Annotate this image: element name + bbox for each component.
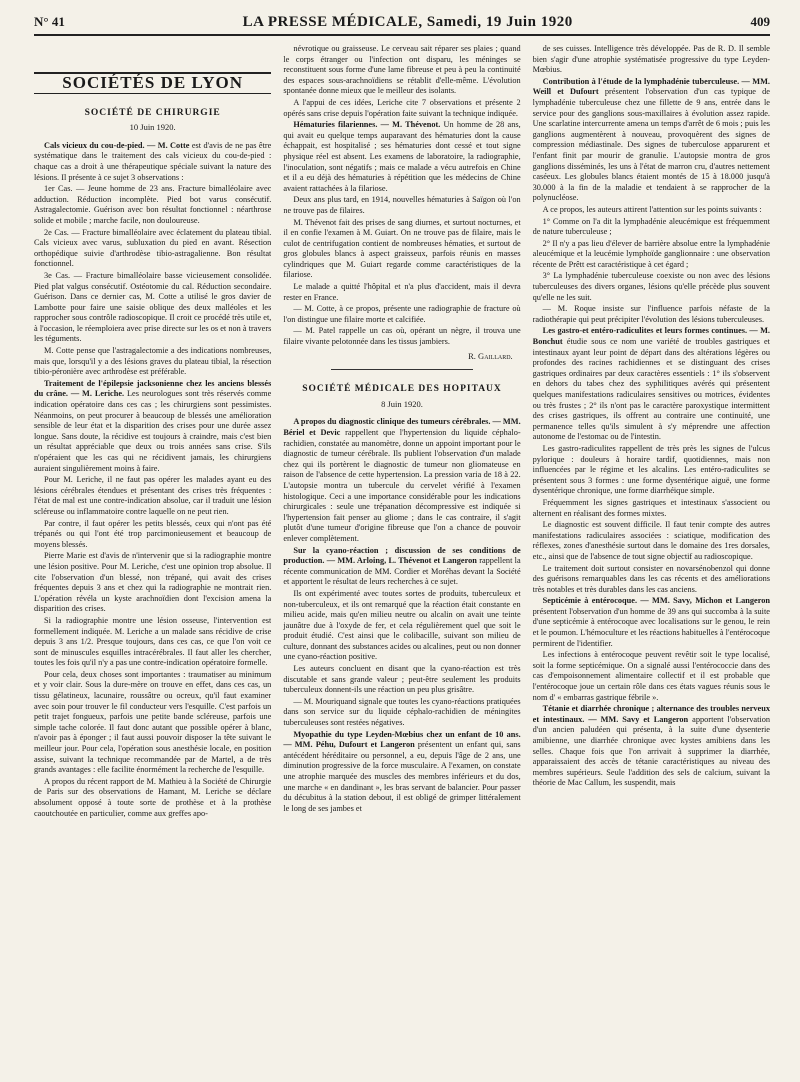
page-header bbox=[34, 14, 770, 36]
article-paragraph: Pour M. Leriche, il ne faut pas opérer les malades ayant eu des lésions cérébrales étendues et présentant des crises très fréquentes : l'état de mal est une contre-indication absolue, car il traduit une lésion scléreuse ou inflammatoire contre laquelle on ne peut rien. bbox=[34, 475, 272, 516]
article-paragraph: Tétanie et diarrhée chronique ; alternance des troubles nerveux et intestinaux. — MM. Savy et Langeron apportent l'observation d'un ancien paludéen qui présenta, à la suite d'une dysenterie amibienne, une diarrhée chronique avec kystes amibiens dans les selles. Chaque fois que l'on arrivait à supprimer la diarrhée, apparaissaient des accès de tétanie caractéristiques au niveau des membres supérieurs. Seule l'addition des sels de calcium, suivant la théorie de Mac Callum, les suspendit, mais bbox=[532, 704, 770, 788]
article-paragraph: Les gastro-et entéro-radiculites et leurs formes continues. — M. Bonchut étudie sous ce nom une variété de troubles gastriques et intestinaux ayant leur point de départ dans des altérations légères ou profondes des racines rachidiennes et se distinguant des crises gastriques ordinaires par deux caractères essentiels : 1° ils s'observent en dehors du tabes chez des syphilitiques avérés qui présentent quelques manifestations radiculaires sensitives ou motrices, évidentes ou très frustes ; 2° ils n'ont pas le caractère paroxystique intermittent des crises gastriques, ils offrent au contraire une continuité, une permanence telles qu'ils simulent à s'y méprendre une affection autonome de l'estomac ou de l'intestin. bbox=[532, 326, 770, 442]
article-paragraph: — M. Mouriquand signale que toutes les cyano-réactions pratiquées dans son service sur du liquide céphalo-rachidien de méningites tuberculeuses sont restées négatives. bbox=[283, 696, 521, 728]
text-columns bbox=[34, 44, 770, 1082]
article-paragraph: 2° Il n'y a pas lieu d'élever de barrière absolue entre la lymphadénie aleucémique et la leucémie lymphoïde ganglionnaire : une observation récente de Prêtt est caractéristique à cet égard ; bbox=[532, 238, 770, 269]
article-paragraph: Le malade a quitté l'hôpital et n'a plus d'accident, mais il devra rester en France. bbox=[283, 282, 521, 302]
article-paragraph: 1° Comme on l'a dit la lymphadénie aleucémique est fréquemment de nature tuberculeuse ; bbox=[532, 216, 770, 237]
article-paragraph: de ses cuisses. Intelligence très développée. Pas de R. D. Il semble bien s'agir d'une atrophie systématisée progressive du type Leyden-Mœbius. bbox=[532, 44, 770, 75]
article-paragraph: Les infections à entérocoque peuvent revêtir soit le type localisé, soit la forme septicémique. On a signalé aussi l'entérococcie dans des cas d'empoisonnement alimentaire collectif et il est probable que l'entérocoque joue un certain rôle dans ces états vagues réunis sous le nom d' « embarras gastrique fébrile ». bbox=[532, 650, 770, 702]
article-paragraph: Hématuries filariennes. — M. Thévenot. Un homme de 28 ans, qui avait eu quelque temps auparavant des hématuries dont la cause échappait, est hospitalisé ; ses hématuries dont cessé et tout signe physique réel est absent. Les examens de laboratoire, la radiographie, l'inoculation, sont négatifs ; mais ce malade a vécu autrefois en Chine et il a eu déjà des hématuries à répétition que les médecins de Chine avaient rattachées à la filariose. bbox=[283, 120, 521, 193]
article-title: Septicémie à entérocoque. — MM. Savy, Michon et Langeron bbox=[542, 596, 770, 606]
article-paragraph: A propos du diagnostic clinique des tumeurs cérébrales. — MM. Bériel et Devic rappellent que l'hypertension du liquide céphalo-rachidien, constatée au manomètre, donne un appoint important pour le diagnostic de tumeur cérébrale. Ils publient l'observation d'un malade chez qui ils portèrent le diagnostic de tumeur non gliomateuse en raison de l'absence de cette hypertension. La pression varia de 18 à 22. L'autopsie montra un tubercule du cervelet vérifié à l'examen histologique. Ceci a une importance considérable pour les indications chirurgicales : seule une trépanation décompressive est indiquée si l'hypertension fait penser au gliome ; dans le cas contraire, il s'agit plutôt d'une tumeur d'origine fibreuse que l'on a chance de pouvoir enlever complètement. bbox=[283, 417, 521, 543]
article-paragraph: Contribution à l'étude de la lymphadénie tuberculeuse. — MM. Weill et Dufourt présentent l'observation d'un cas typique de lymphadénie tuberculeuse chez une fillette de 9 ans, entrée dans le service pour des ganglions sous-maxillaires à évolution assez rapide. Une scarlatine intercurrente amena un temps d'arrêt de 6 mois ; puis les ganglions augmentèrent à nouveau, provoquèrent des signes de compression médiastinale. Des signes de tuberculose apparurent et l'enfant finit par mourir de granulie. L'autopsie montra de gros ganglions disséminés, les uns à l'état de marron cru, d'autres nettement caséeux. Les globules blancs étaient montés de 15 à 18.000 jusqu'à 30.000 à la fin de la maladie et tendaient à se rapprocher de la polynucléose. bbox=[532, 76, 770, 203]
session-date: 10 Juin 1920. bbox=[129, 122, 176, 133]
article-title: Traitement de l'épilepsie jacksonienne chez les anciens blessés du crâne. — M. Leriche. bbox=[34, 378, 272, 399]
author-signature: R. Gaillard. bbox=[468, 350, 513, 361]
article-paragraph: Myopathie du type Leyden-Mœbius chez un enfant de 10 ans. — MM. Péhu, Dufourt et Langeron présentent un enfant qui, sans antécédent héréditaire ou personnel, a eu, depuis l'âge de 2 ans, une diminution progressive de la force musculaire. A l'examen, on constate une atrophie marquée des muscles des membres inférieurs et du dos, une marche « en dandinant », les bras servant de balancier. Pour passer du décubitus à la station debout, il est obligé de grimper littéralement le long de ses jambes et bbox=[283, 729, 521, 813]
article-paragraph: — M. Cotte, à ce propos, présente une radiographie de fracture où l'on distingue une filaire morte et calcifiée. bbox=[283, 304, 521, 324]
article-paragraph: Sur la cyano-réaction ; discussion de ses conditions de production. — MM. Arloing, L. Thévenot et Langeron rappellent la récente communication de MM. Cordier et Moréhas devant la Société et apportent le résultat de leurs recherches à ce sujet. bbox=[283, 545, 521, 587]
page-number: 409 bbox=[750, 14, 770, 29]
session-date: 8 Juin 1920. bbox=[381, 398, 423, 409]
article-paragraph: 3° La lymphadénie tuberculeuse coexiste ou non avec des lésions tuberculeuses des divers organes, lésions qu'elle précède plus souvent qu'elle ne les suit. bbox=[532, 271, 770, 302]
article-paragraph: A l'appui de ces idées, Leriche cite 7 observations et présente 2 opérés sans crise depuis l'opération faite suivant la technique indiquée. bbox=[283, 97, 521, 118]
article-title: Les gastro-et entéro-radiculites et leurs formes continues. — M. Bonchut bbox=[532, 326, 770, 347]
article-title: Sur la cyano-réaction ; discussion de ses conditions de production. — MM. Arloing, L. Thévenot et Langeron bbox=[283, 545, 521, 566]
society-title: SOCIÉTÉ DE CHIRURGIE bbox=[84, 107, 221, 118]
article-title: Cals vicieux du cou-de-pied. — M. Cotte bbox=[44, 140, 190, 150]
article-paragraph: Pour cela, deux choses sont importantes : traumatiser au minimum et y voir clair. Sous la dure-mère on trouve en effet, dans ces cas, un tissu gélatineux, lacunaire, roussâtre ou ocreux, qu'il faut examiner avec soin pour trouver le fil conducteur vers l'esquille. C'est parfois un petit trajet fongueux, parfois une petite bande scléreuse, parfois une simple tache colorée. Il faut donc autant que possible opérer à blanc, n'avoir pas à éponger ; il faut aussi pouvoir disposer la tête suivant le meilleur jour. Pour cela, l'opération sous anesthésie locale, en position assise, suivant la technique recommandée par de Martel, a de très grands avantages : elle facilite énormément la recherche de l'esquille. bbox=[34, 669, 272, 775]
article-paragraph: A propos du récent rapport de M. Mathieu à la Société de Chirurgie de Paris sur des observations de Hamant, M. Leriche se déclare absolument opposé à toute sorte de prothèse et à la prothèse caoutchoutée en particulier, comme aux greffes apo- bbox=[34, 776, 272, 818]
article-paragraph: M. Thévenot fait des prises de sang diurnes, et surtout nocturnes, et il en confie l'examen à M. Guiart. On ne trouve pas de filaire, mais le culot de centrifugation contient de nombreuses hématies, et surtout de gros globules blancs à aspect graisseux, parfois réunis en masses cylindriques que M. Guiart regarde comme caractéristiques de la filariose. bbox=[283, 217, 521, 280]
article-paragraph: Cals vicieux du cou-de-pied. — M. Cotte est d'avis de ne pas être systématique dans le traitement des cals vicieux du cou-de-pied : chaque cas a droit à une thérapeutique spéciale suivant la nature des lésions. Il présente à ce sujet 3 observations : bbox=[34, 140, 272, 182]
column-3 bbox=[533, 44, 770, 1082]
article-title: Hématuries filariennes. — M. Thévenot. bbox=[293, 120, 441, 130]
article-paragraph: Le traitement doit surtout consister en novarsénobenzol qui donne des guérisons remarquables dans les cas récents et des améliorations très notables et très durables dans les cas anciens. bbox=[532, 563, 770, 594]
article-paragraph: Pierre Marie est d'avis de n'intervenir que si la radiographie montre une lésion positive. Pour M. Leriche, c'est une opinion trop absolue. Il cite l'observation d'un blessé, non trépané, qui avait des crises fréquentes depuis 3 ans et chez qui la radiographie ne montrait rien. L'opération révéla un kyste arachnoïdien dont l'excision amena la disparition des crises. bbox=[34, 551, 272, 614]
society-title: SOCIÉTÉ MÉDICALE DES HOPITAUX bbox=[302, 384, 502, 395]
journal-title: LA PRESSE MÉDICALE, Samedi, 19 Juin 1920 bbox=[242, 14, 573, 30]
article-paragraph: Les auteurs concluent en disant que la cyano-réaction est très discutable et sans grande valeur ; peut-être seulement les produits tuberculeux donnent-ils une réaction un peu plus grisâtre. bbox=[283, 664, 521, 695]
article-paragraph: — M. Roque insiste sur l'influence parfois néfaste de la radiothérapie qui peut précipiter l'évolution des lésions tuberculeuses. bbox=[532, 304, 770, 324]
section-divider bbox=[331, 369, 473, 370]
column-1 bbox=[34, 44, 271, 1082]
article-paragraph: — M. Patel rappelle un cas où, opérant un nègre, il trouva une filaire vivante pelotonnée dans les tissus jambiers. bbox=[283, 326, 521, 347]
article-paragraph: A ce propos, les auteurs attirent l'attention sur les points suivants : bbox=[542, 204, 762, 214]
article-paragraph: 3e Cas. — Fracture bimalléolaire basse vicieusement consolidée. Pied plat valgus consécutif. Ostéotomie du cal. Réduction secondaire. Guérison. Dans ce dernier cas, M. Cotte a utilisé le gros davier de Lambotte pour faire une saisie oblique des deux malléoles et les rapprocher sous contrôle radioscopique. Il croit ce procédé très utile et, à l'occasion, le réemploiera avec prise directe sur les os et non à travers les téguments. bbox=[34, 270, 272, 344]
article-paragraph: 2e Cas. — Fracture bimalléolaire avec éclatement du plateau tibial. Cals vicieux avec varus, subluxation du pied en avant. Résection orthopédique suivie d'arthrodèse tibio-astragalienne. Bon résultat fonctionnel. bbox=[34, 227, 272, 269]
issue-number: N° 41 bbox=[34, 14, 65, 29]
article-paragraph: Ils ont expérimenté avec toutes sortes de produits, tuberculeux et non-tuberculeux, et ils ont remarqué que la réaction était constante en milieu acide, mais qu'en milieu neutre ou alcalin on avait une teinte jaunâtre due à l'oxyde de fer, et cela régulièrement quel que soit le produit étudié. C'est ainsi que le colibacille, suivant son milieu de culture, donnant des substances acides ou alcalines, peut ou non donner une cyano-réaction positive. bbox=[283, 588, 521, 662]
article-title: Myopathie du type Leyden-Mœbius chez un enfant de 10 ans. — MM. Péhu, Dufourt et Langeron bbox=[283, 729, 521, 750]
article-paragraph: Traitement de l'épilepsie jacksonienne chez les anciens blessés du crâne. — M. Leriche. Les neurologues sont très réservés comme indication opératoire dans ces cas ; les chirurgiens sont pessimistes. Néanmoins, on peut procurer à beaucoup de blessés une amélioration sensible de leur état et la disparition des crises pour une durée assez longue. Sans doute, la récidive est toujours à craindre, mais c'est bien un résultat appréciable que deux ou trois années sans crise. S'ils n'opéraient que les cas qui ne récidivent jamais, les chirurgiens auraient singulièrement moins à faire. bbox=[34, 378, 272, 473]
article-paragraph: Les gastro-radiculites rappellent de très près les signes de l'ulcus pylorique : douleurs à horaire tardif, quotidiennes, mais non influencées par le régime et les alcalins. Les entéro-radiculites se présentent sous 3 formes : une forme dysentérique aiguë, une forme dysentérique chronique, une forme diarrhéique simple. bbox=[532, 443, 770, 496]
article-paragraph: Si la radiographie montre une lésion osseuse, l'intervention est formellement indiquée. M. Leriche a un malade sans récidive de crise depuis 3 ans 1/2. Presque toujours, dans ces cas, ce que l'on voit ce sont de minuscules esquilles intracérébrales. Il faut aller les chercher, toutes les fois qu'il n'y a pas une contre-indication opératoire formelle. bbox=[34, 615, 272, 668]
article-paragraph: Par contre, il faut opérer les petits blessés, ceux qui n'ont pas été trépanés ou qui l'ont été trop parcimonieusement et beaucoup de moyens blessés. bbox=[34, 518, 272, 549]
column-2 bbox=[283, 44, 520, 1082]
article-paragraph: Le diagnostic est souvent difficile. Il faut tenir compte des autres manifestations radiculaires associées : sciatique, modification des réflexes, zones d'anesthésie surtout dans le domaine des 1res dorsales, etc., ainsi que de l'absence de tout signe objectif au radioscopique. bbox=[532, 520, 770, 561]
article-paragraph: Fréquemment les signes gastriques et intestinaux s'associent ou alternent en réalisant des formes mixtes. bbox=[532, 497, 770, 518]
article-title: Tétanie et diarrhée chronique ; alternance des troubles nerveux et intestinaux. — MM. Savy et Langeron bbox=[532, 704, 770, 724]
article-paragraph: Deux ans plus tard, en 1914, nouvelles hématuries à Saïgon où l'on ne trouve pas de filaires. bbox=[283, 195, 521, 215]
article-paragraph: névrotique ou graisseuse. Le cerveau sait réparer ses plaies ; quand le corps étranger ou l'infection ont disparu, les méninges se reconstituent sous forme d'une lame fibreuse et peu à peu la continuité des espaces sous-arachnoïdiens se rétablit d'elle-même. L'évolution spontanée donne mieux que le meilleur des isolants. bbox=[283, 44, 521, 96]
article-title: Contribution à l'étude de la lymphadénie tuberculeuse. — MM. Weill et Dufourt bbox=[532, 76, 770, 97]
article-paragraph: Septicémie à entérocoque. — MM. Savy, Michon et Langeron présentent l'observation d'un homme de 39 ans qui succomba à la suite d'une septicémie à entérocoque avec localisations sur le genou, le rein et le poumon. L'hémoculture et les réactions habituelles à l'entérocoque permirent de l'identifier. bbox=[532, 596, 770, 648]
section-title: SOCIÉTÉS DE LYON bbox=[34, 72, 271, 94]
article-paragraph: 1er Cas. — Jeune homme de 23 ans. Fracture bimalléolaire avec adduction. Réduction incomplète. Pied bot varus consécutif. Astragalectomie. Guérison avec bon résultat fonctionnel : néarthrose solide et mobile ; marche facile, non douloureuse. bbox=[34, 184, 272, 225]
article-paragraph: M. Cotte pense que l'astragalectomie a des indications nombreuses, mais que, lorsqu'il y a des lésions graves du plateau tibial, la résection tibio-péronière avec arthrodèse est préférable. bbox=[34, 346, 272, 377]
article-title: A propos du diagnostic clinique des tumeurs cérébrales. — MM. Bériel et Devic bbox=[283, 417, 521, 437]
